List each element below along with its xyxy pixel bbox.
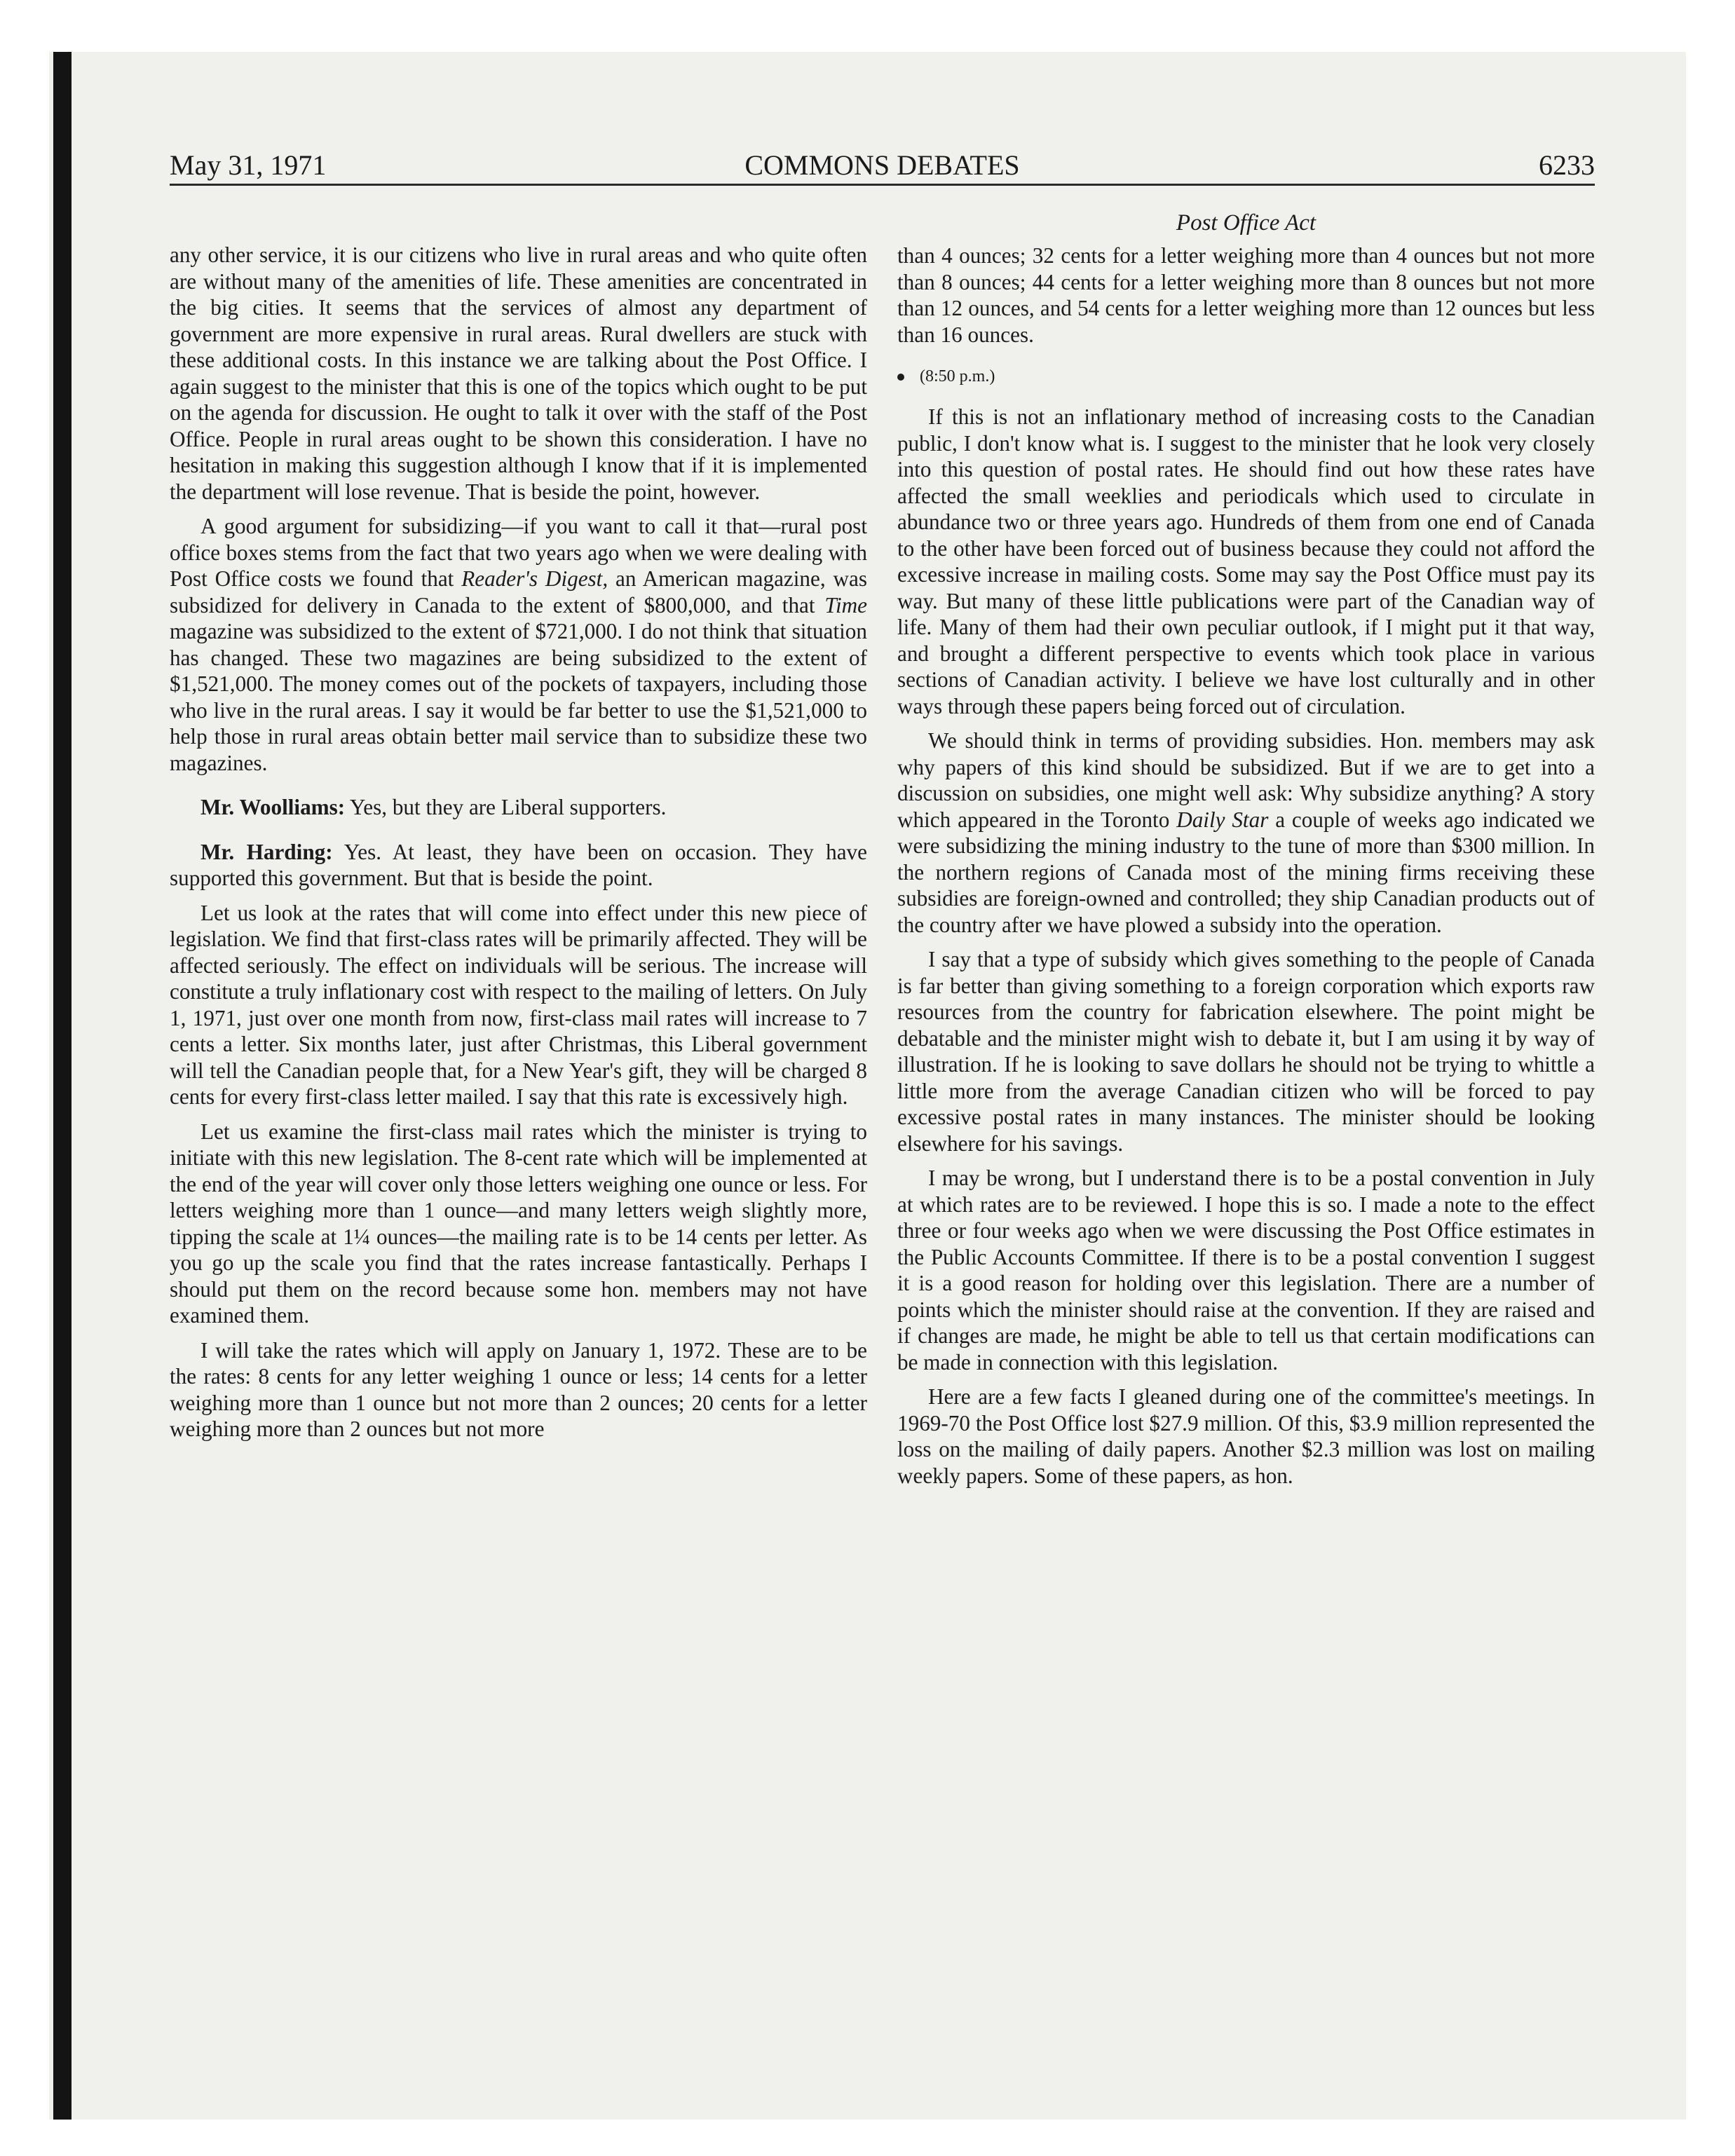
paragraph (897, 728, 1595, 938)
running-head: Post Office Act (1176, 210, 1316, 236)
speaker-name: Mr. Woolliams: (200, 795, 346, 819)
paragraph: Let us examine the first-class mail rates which the minister is trying to initiate with this new legislation. The 8-cent rate which will be implemented at the end of the year will cover only those letters weighing one ounce or less. For letters weighing more than 1 ounce—and many letters weigh slightly more, tipping the scale at 1¼ ounces—the mailing rate is to be 14 cents per letter. As you go up the scale you find that the rates increase fantastically. Perhaps I should put them on the record because some hon. members may not have examined them. (170, 1119, 867, 1328)
text-run: magazine was subsidized to the extent of $721,000. I do not think that situation has changed. These two magazines are being subsidized to the extent of $1,521,000. The money comes out of the pockets of taxpayers, including those who live in the rural areas. I say it would be far better to use the $1,521,000 to help those in rural areas obtain better mail service than to subsidize these two magazines. (170, 619, 867, 775)
header-title: COMMONS DEBATES (744, 149, 1020, 181)
paragraph: than 4 ounces; 32 cents for a letter weighing more than 4 ounces but not more than 8 ounces; 44 cents for a letter weighing more than 8 ounces but not more than 12 ounces, and 54 cents for a letter weighing more than 12 ounces but less than 16 ounces. (897, 243, 1595, 347)
speech-text: Yes, but they are Liberal supporters. (345, 795, 667, 819)
left-column (170, 242, 867, 1451)
page-number: 6233 (1539, 149, 1595, 181)
publication-name: Reader's Digest, (461, 566, 608, 591)
paragraph (170, 513, 867, 776)
text-run: an American magazine, was subsidized for delivery in Canada to the extent of $800,000, and that (170, 566, 868, 618)
scan-edge-bar (53, 52, 72, 2120)
time-marker (897, 366, 1595, 387)
time-stamp: (8:50 p.m.) (920, 367, 995, 386)
text-run: We should think in terms of providing subsidies. Hon. members may ask why papers of this kind should be subsidized. But if we are to get into a discussion on subsidies, one might well ask: Why subsidize anything? A story which appeared in the Toronto (897, 728, 1595, 832)
header-date: May 31, 1971 (170, 149, 327, 181)
paragraph: any other service, it is our citizens who live in rural areas and who quite often are without many of the amenities of life. These amenities are concentrated in the big cities. It seems that the services of almost any department of government are more expensive in rural areas. Rural dwellers are stuck with these additional costs. In this instance we are talking about the Post Office. I again suggest to the minister that this is one of the topics which ought to be put on the agenda for discussion. He ought to talk it over with the staff of the Post Office. People in rural areas ought to be shown this consideration. I have no hesitation in making this suggestion although I know that if it is implemented the department will lose revenue. That is beside the point, however. (170, 243, 867, 504)
speech-text: Yes. At least, they have been on occasion. They have supported this government. But that is beside the point. (170, 839, 867, 890)
text-run: a couple of weeks ago indicated we were subsidizing the mining industry to the tune of more than $300 million. In the northern regions of Canada most of the mining firms receiving these subsidies are foreign-owned and controlled; they ship Canadian products out of the country after we have plowed a subsidy into the operation. (897, 807, 1595, 937)
paragraph: If this is not an inflationary method of increasing costs to the Canadian public, I don't know what is. I suggest to the minister that he look very closely into this question of postal rates. He should find out how these rates have affected the small weeklies and periodicals which used to circulate in abundance two or three years ago. Hundreds of them from one end of Canada to the other have been forced out of business because they could not afford the excessive increase in mailing costs. Some may say the Post Office must pay its way. But many of these little publications were part of the Canadian way of life. Many of them had their own peculiar outlook, if I might put it that way, and brought a different perspective to events which took place in various sections of Canadian activity. I believe we have lost culturally and in other ways through these papers being forced out of circulation. (897, 404, 1595, 718)
bullet-icon (897, 374, 904, 381)
speech-paragraph (170, 794, 867, 821)
paragraph: Let us look at the rates that will come into effect under this new piece of legislation. We find that first-class rates will be primarily affected. They will be affected seriously. The effect on individuals will be serious. The increase will constitute a truly inflationary cost with respect to the mailing of letters. On July 1, 1971, just over one month from now, first-class mail rates will increase to 7 cents a letter. Six months later, just after Christmas, this Liberal government will tell the Canadian people that, for a New Year's gift, they will be charged 8 cents for every first-class letter mailed. I say that this rate is excessively high. (170, 900, 867, 1109)
speaker-name: Mr. Harding: (200, 839, 333, 864)
paragraph: I say that a type of subsidy which gives something to the people of Canada is far better than giving something to a foreign corporation which exports raw resources from the country for fabrication elsewhere. The point might be debatable and the minister might wish to debate it, but I am using it by way of illustration. If he is looking to save dollars he should not be trying to whittle a little more from the average Canadian citizen who will be forced to pay excessive postal rates in many instances. The minister should be looking elsewhere for his savings. (897, 947, 1595, 1156)
text-run: A good argument for subsidizing—if you want to call it that—rural post office boxes stems from the fact that two years ago when we were dealing with Post Office costs we found that (170, 514, 867, 591)
publication-name: Daily Star (1176, 807, 1269, 832)
publication-name: Time (824, 592, 867, 618)
right-column (897, 209, 1595, 1497)
paragraph: I may be wrong, but I understand there is to be a postal convention in July at which rates are to be reviewed. I hope this is so. I made a note to the effect three or four weeks ago when we were discussing the Post Office estimates in the Public Accounts Committee. If there is to be a postal convention I suggest it is a good reason for holding over this legislation. There are a number of points which the minister should raise at the convention. If they are raised and if changes are made, he might be able to tell us that certain modifications can be made in connection with this legislation. (897, 1166, 1595, 1374)
paragraph: Here are a few facts I gleaned during one of the committee's meetings. In 1969-70 the Post Office lost $27.9 million. Of this, $3.9 million represented the loss on the mailing of daily papers. Another $2.3 million was lost on mailing weekly papers. Some of these papers, as hon. (897, 1384, 1595, 1488)
page-header (170, 149, 1595, 186)
speech-paragraph (170, 839, 867, 892)
paragraph: I will take the rates which will apply on January 1, 1972. These are to be the rates: 8 cents for any letter weighing 1 ounce or less; 14 cents for a letter weighing more than 1 ounce but not more than 2 ounces; 20 cents for a letter weighing more than 2 ounces but not more (170, 1337, 867, 1441)
